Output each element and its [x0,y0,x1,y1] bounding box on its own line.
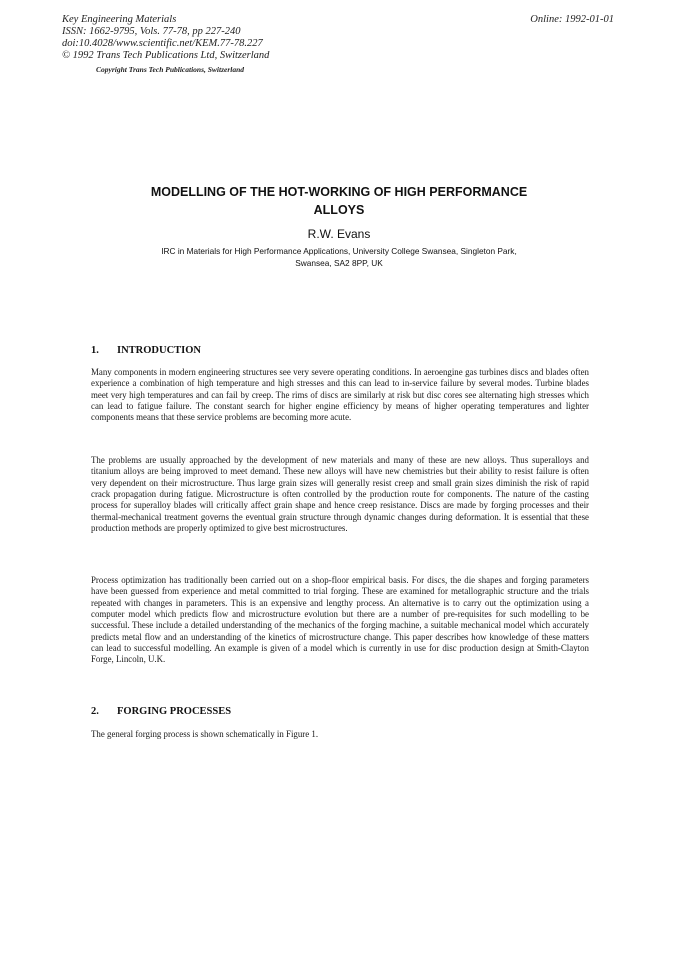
paragraph: Many components in modern engineering structures see very severe operating conditions. In aeroengine gas turbines discs and blades often experience a combination of high temperature and high stresses and this can lead to in-service failure by several modes. Turbine blades meet very high temperatures and can fail by creep. The rims of discs are similarly at risk but disc cores see alternating high stresses which can lead to fatigue failure. The constant search for higher engine efficiency by means of higher operating temperatures and lighter components means that these service problems are becoming more acute. [91,367,589,423]
paragraph: The general forging process is shown schematically in Figure 1. [91,729,319,739]
section-number: 2. [91,706,99,717]
journal-name: Key Engineering Materials [62,14,177,25]
affiliation-line-2: Swansea, SA2 8PP, UK [295,257,383,268]
affiliation [90,246,588,269]
paragraph: Process optimization has traditionally been carried out on a shop-floor empirical basis. For discs, the die shapes and forging parameters have been guessed from experience and metal committed to trial forging. These are examined for metallographic structure and the trials repeated with changes in parameters. This is an expensive and lengthy process. An alternative is to carry out the optimization using a computer model which predicts flow and microstructure evolution but there are a number of pre-requisites for such modelling to be successful. These include a detailed understanding of the mechanics of the forging machine, a suitable mechanical model which accurately predicts metal flow and an understanding of the kinetics of microstructure change. This paper describes how knowledge of these matters can lead to successful modelling. An example is given of a model which is currently in use for disc production design at Smith-Clayton Forge, Lincoln, U.K. [91,575,589,665]
paper-title [90,183,588,219]
copyright-notice: Copyright Trans Tech Publications, Switzerland [96,65,245,74]
online-date: Online: 1992-01-01 [530,14,614,25]
publisher-line: © 1992 Trans Tech Publications Ltd, Switzerland [62,50,270,61]
doi-line: doi:10.4028/www.scientific.net/KEM.77-78.227 [62,38,263,49]
paragraph: The problems are usually approached by the development of new materials and many of these are new alloys. Thus superalloys and titanium alloys are being improved to meet demand. These new alloys will have new chemistries but their ability to resist failure is often very dependent on their microstructure. Thus large grain sizes will generally resist creep and small grain sizes diminish the risk of rapid crack propagation during fatigue. Microstructure is often controlled by the production route for components. The nature of the casting process for superalloy blades will critically affect grain shape and hence creep resistance. Discs are made by forging processes and their thermal-mechanical treatment governs the eventual grain structure through dynamic changes during deformation. It is essential that these production methods are properly optimized to give best microstructures. [91,455,589,534]
journal-header [62,14,269,62]
issn-line: ISSN: 1662-9795, Vols. 77-78, pp 227-240 [62,26,241,37]
section-number: 1. [91,345,99,356]
section-title: FORGING PROCESSES [117,706,232,717]
title-line-2: ALLOYS [313,203,365,217]
section-title: INTRODUCTION [117,345,202,356]
affiliation-line-1: IRC in Materials for High Performance Applications, University College Swansea, Singleton Park, [161,246,517,256]
section-heading-introduction [91,345,201,356]
section-heading-forging-processes [91,706,231,717]
author: R.W. Evans [307,227,371,241]
title-line-1: MODELLING OF THE HOT-WORKING OF HIGH PERFORMANCE [150,185,528,199]
